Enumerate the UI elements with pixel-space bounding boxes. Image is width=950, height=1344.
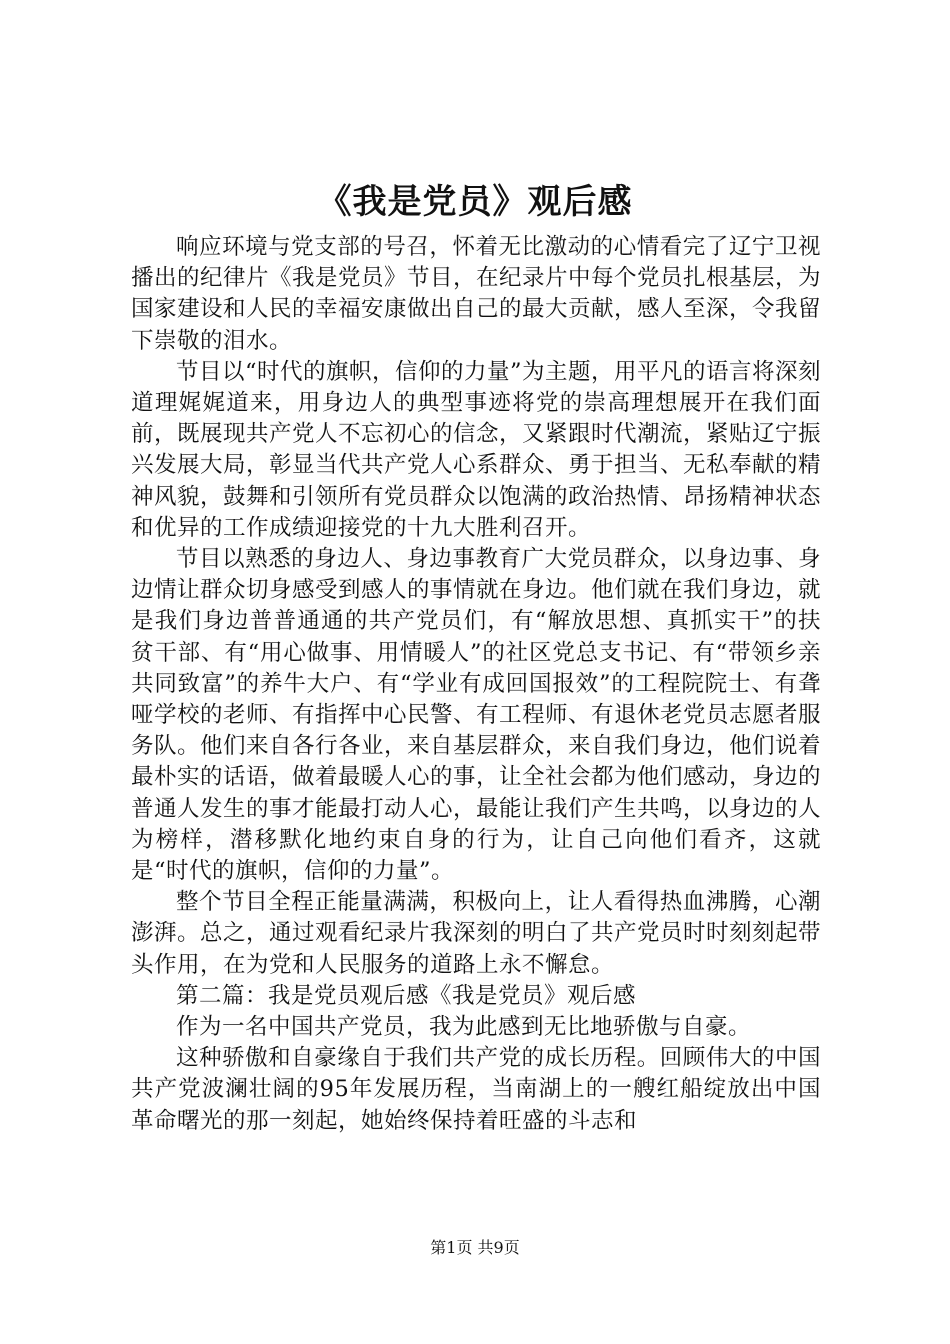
paragraph: 第二篇：我是党员观后感《我是党员》观后感 bbox=[176, 982, 637, 1009]
paragraph: 整个节目全程正能量满满，积极向上，让人看得热血沸腾，心潮澎湃。总之，通过观看纪录片我深刻的明白了共产党员时时刻刻起带头作用，在为党和人民服务的道路上永不懈怠。 bbox=[131, 889, 822, 978]
paragraph: 节目以“时代的旗帜，信仰的力量”为主题，用平凡的语言将深刻道理娓娓道来，用身边人的典型事迹将党的崇高理想展开在我们面前，既展现共产党人不忘初心的信念，又紧跟时代潮流，紧贴辽宁振兴发展大局，彰显当代共产党人心系群众、勇于担当、无私奉献的精神风貌，鼓舞和引领所有党员群众以饱满的政治热情、昂扬精神状态和优异的工作成绩迎接党的十九大胜利召开。 bbox=[131, 358, 822, 541]
page-footer: 第1页 共9页 bbox=[430, 1238, 520, 1257]
paragraph: 作为一名中国共产党员，我为此感到无比地骄傲与自豪。 bbox=[176, 1014, 752, 1041]
paragraph: 节目以熟悉的身边人、身边事教育广大党员群众，以身边事、身边情让群众切身感受到感人的事情就在身边。他们就在我们身边，就是我们身边普普通通的共产党员们，有“解放思想、真抓实干”的扶贫干部、有“用心做事、用情暖人”的社区党总支书记、有“带领乡亲共同致富”的养牛大户、有“学业有成回国报效”的工程院院士、有聋哑学校的老师、有指挥中心民警、有工程师、有退休老党员志愿者服务队。他们来自各行各业，来自基层群众，来自我们身边，他们说着最朴实的话语，做着最暖人心的事，让全社会都为他们感动，身边的普通人发生的事才能最打动人心，最能让我们产生共鸣，以身边的人为榜样，潜移默化地约束自身的行为，让自己向他们看齐，这就是“时代的旗帜，信仰的力量”。 bbox=[131, 546, 822, 885]
paragraph: 响应环境与党支部的号召，怀着无比激动的心情看完了辽宁卫视播出的纪律片《我是党员》节目，在纪录片中每个党员扎根基层，为国家建设和人民的幸福安康做出自己的最大贡献，感人至深，令我留下崇敬的泪水。 bbox=[131, 234, 822, 354]
document-title: 《我是党员》观后感 bbox=[317, 182, 633, 222]
paragraph: 这种骄傲和自豪缘自于我们共产党的成长历程。回顾伟大的中国共产党波澜壮阔的95年发展历程，当南湖上的一艘红船绽放出中国革命曙光的那一刻起，她始终保持着旺盛的斗志和 bbox=[131, 1045, 821, 1134]
document-body bbox=[131, 232, 821, 1137]
